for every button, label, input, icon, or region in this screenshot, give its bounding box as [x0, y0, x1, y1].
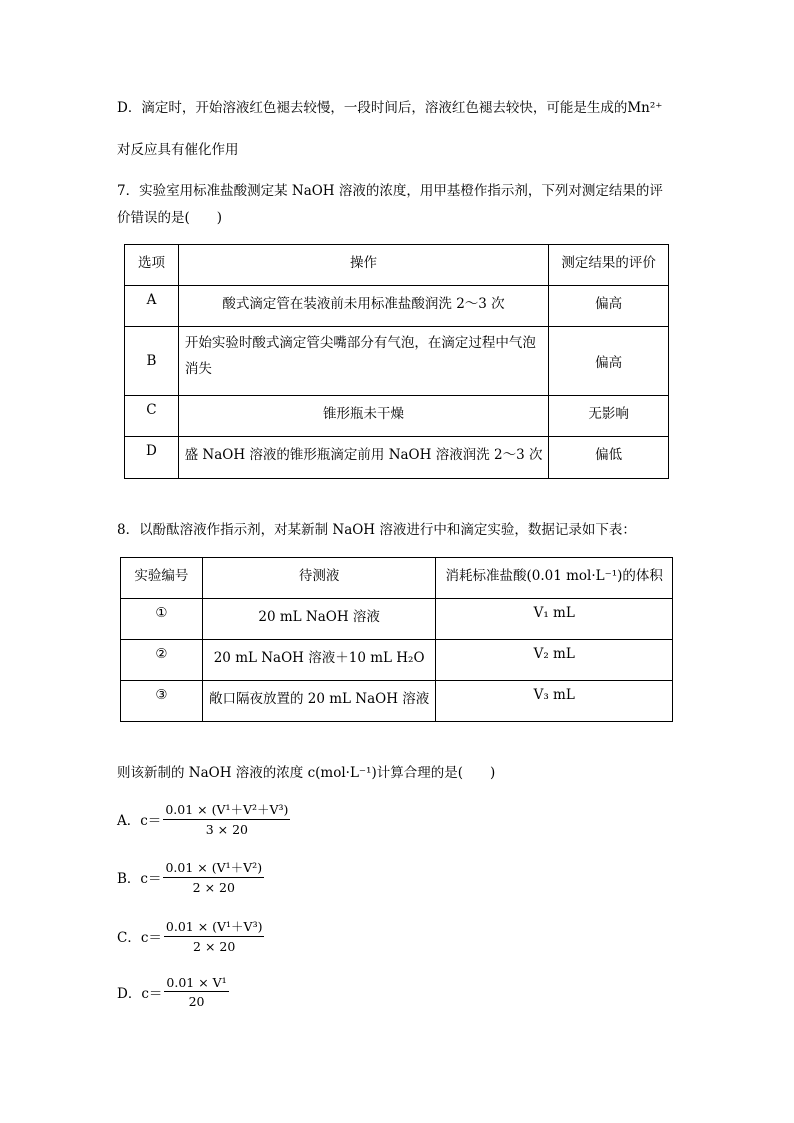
q8-header-row [121, 558, 673, 599]
q7-stem-line1: 7．实验室用标准盐酸测定某 NaOH 溶液的浓度，用甲基橙作指示剂，下列对测定结果的评 [117, 183, 663, 199]
q8-number-cell: ① [121, 599, 203, 640]
q8-stem: 8．以酚酞溶液作指示剂，对某新制 NaOH 溶液进行中和滴定实验，数据记录如下表： [117, 522, 636, 538]
q7-table [124, 244, 669, 479]
q7-header-evaluation: 测定结果的评价 [549, 245, 669, 286]
fraction [164, 975, 228, 1009]
table-row [121, 681, 673, 722]
option-label: D．c＝ [117, 986, 163, 1002]
table-row [125, 396, 669, 437]
q6-option-d-line1: D．滴定时，开始溶液红色褪去较慢，一段时间后，溶液红色褪去较快，可能是生成的Mn²⁺ [117, 100, 663, 116]
q7-evaluation-cell: 偏高 [549, 286, 669, 327]
q7-stem-line2: 价错误的是( ) [117, 210, 223, 226]
q7-operation-cell: 酸式滴定管在装液前未用标准盐酸润洗 2～3 次 [178, 286, 548, 327]
table-row [125, 437, 669, 479]
fraction-denominator: 3 × 20 [205, 822, 249, 837]
q8-option-c [117, 917, 264, 954]
fraction [163, 858, 264, 895]
fraction-numerator: 0.01 × (V¹＋V³) [164, 917, 265, 937]
q7-evaluation-cell: 无影响 [549, 396, 669, 437]
table-row [121, 640, 673, 681]
q8-option-a [117, 800, 290, 837]
q7-operation-cell: 锥形瓶未干燥 [178, 396, 548, 437]
q8-option-b [117, 858, 264, 895]
fraction-numerator: 0.01 × (V¹＋V²＋V³) [163, 800, 290, 820]
table-row [121, 599, 673, 640]
q8-number-cell: ③ [121, 681, 203, 722]
q8-volume-cell: V₂ mL [436, 640, 673, 681]
fraction-numerator: 0.01 × (V¹＋V²) [163, 858, 264, 878]
q7-evaluation-cell: 偏高 [549, 327, 669, 396]
q7-header-row [125, 245, 669, 286]
q8-header-volume: 消耗标准盐酸(0.01 mol·L⁻¹)的体积 [436, 558, 673, 599]
q7-operation-cell: 盛 NaOH 溶液的锥形瓶滴定前用 NaOH 溶液润洗 2～3 次 [178, 437, 548, 479]
fraction-denominator: 2 × 20 [192, 880, 235, 895]
q8-volume-cell: V₁ mL [436, 599, 673, 640]
q8-header-number: 实验编号 [121, 558, 203, 599]
option-label: B．c＝ [117, 870, 162, 887]
table-row [125, 327, 669, 396]
q8-liquid-cell: 20 mL NaOH 溶液＋10 mL H₂O [202, 640, 436, 681]
q7-option-cell: D [125, 437, 179, 479]
table-row [125, 286, 669, 327]
q8-volume-cell: V₃ mL [436, 681, 673, 722]
fraction [164, 917, 265, 954]
q7-option-cell: A [125, 286, 179, 327]
q8-header-liquid: 待测液 [202, 558, 436, 599]
q8-liquid-cell: 20 mL NaOH 溶液 [202, 599, 436, 640]
fraction-denominator: 20 [188, 994, 205, 1009]
q7-header-operation: 操作 [178, 245, 548, 286]
fraction [163, 800, 290, 837]
fraction-numerator: 0.01 × V¹ [166, 975, 227, 990]
fraction-denominator: 2 × 20 [193, 939, 236, 954]
option-label: C．c＝ [117, 929, 162, 946]
q8-option-d [117, 975, 229, 1009]
q7-option-cell: B [125, 327, 179, 396]
q8-liquid-cell: 敞口隔夜放置的 20 mL NaOH 溶液 [202, 681, 436, 722]
q7-operation-cell: 开始实验时酸式滴定管尖嘴部分有气泡，在滴定过程中气泡消失 [178, 327, 548, 396]
q8-table [120, 557, 673, 722]
q6-option-d-line2: 对反应具有催化作用 [117, 142, 239, 158]
q8-number-cell: ② [121, 640, 203, 681]
option-label: A．c＝ [117, 812, 162, 829]
q8-question: 则该新制的 NaOH 溶液的浓度 c(mol·L⁻¹)计算合理的是( ) [117, 765, 496, 781]
q7-evaluation-cell: 偏低 [549, 437, 669, 479]
q7-option-cell: C [125, 396, 179, 437]
q7-header-option: 选项 [125, 245, 179, 286]
